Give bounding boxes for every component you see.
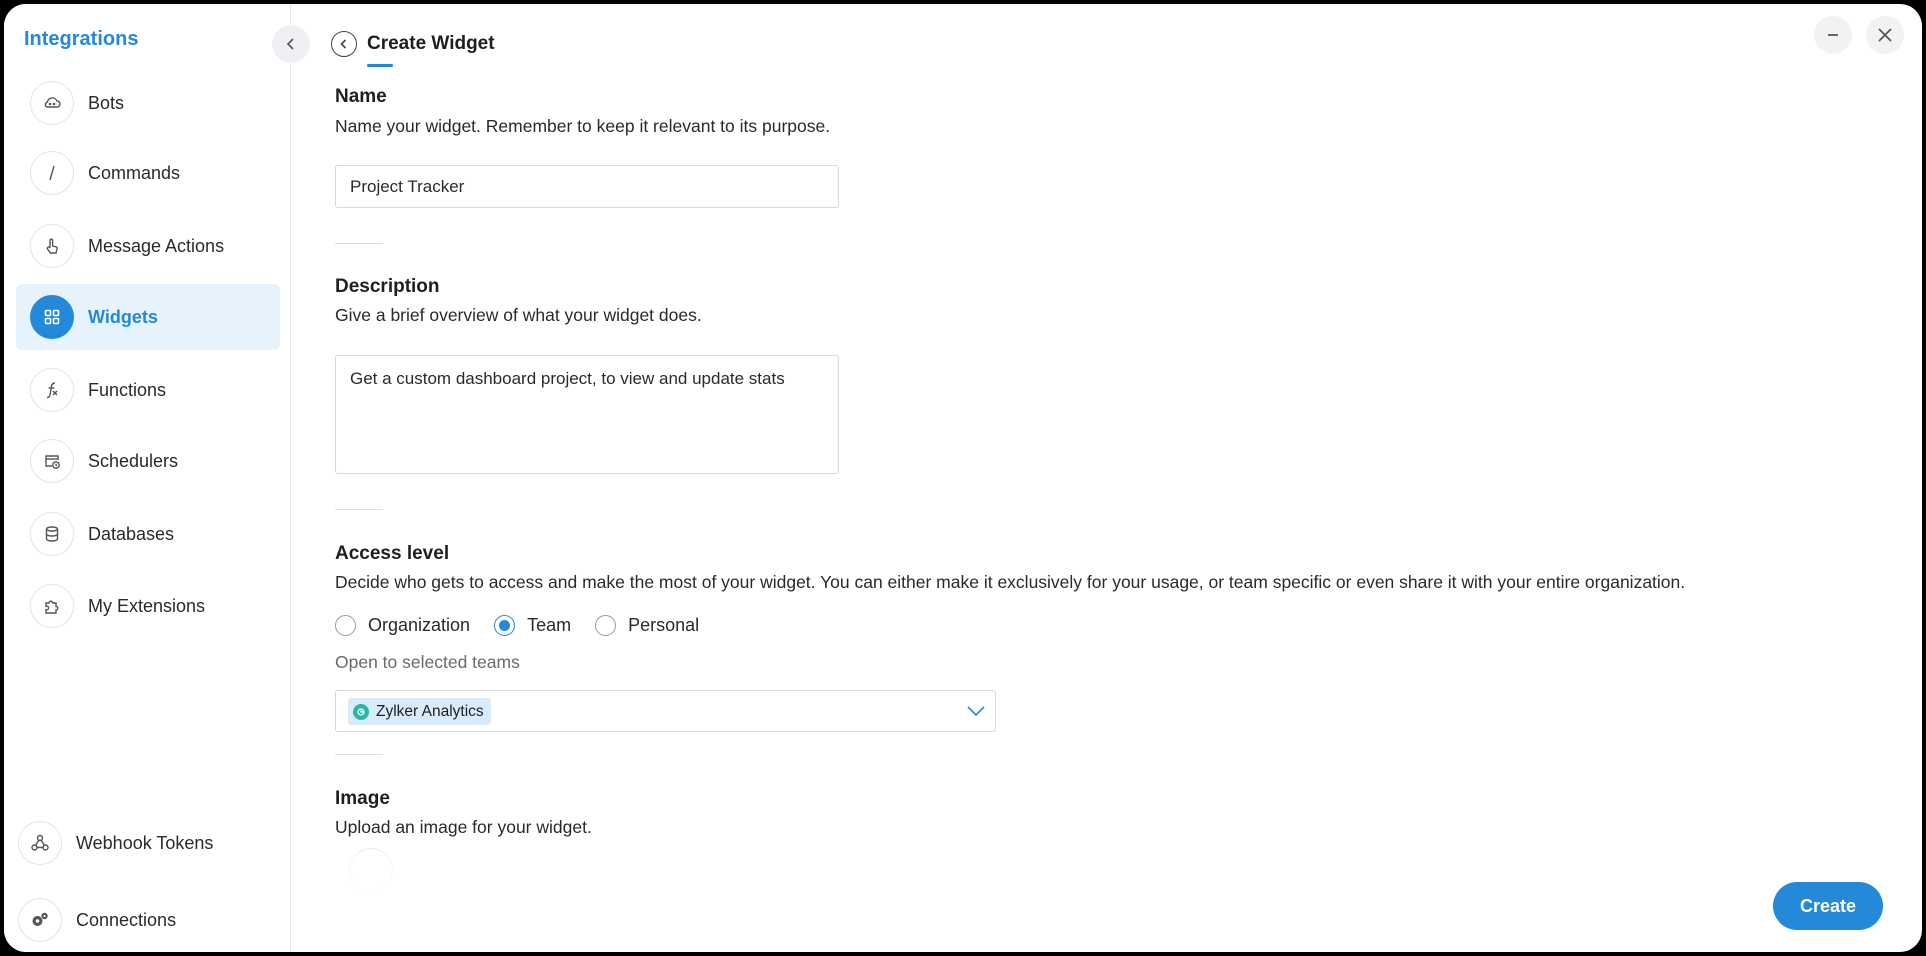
sidebar-item-bots[interactable] [16,70,280,136]
radio-label: Personal [628,615,700,635]
slash-icon [30,151,74,195]
radio-label: Organization [368,615,471,635]
bot-cloud-icon [30,81,74,125]
radio-button[interactable] [595,615,616,636]
radio-label: Team [527,615,572,635]
sidebar-title: Integrations [24,28,139,50]
team-avatar-icon [353,704,369,720]
webhook-icon [18,821,62,865]
sidebar-item-widgets[interactable] [16,284,280,350]
access-section-description: Decide who gets to access and make the most of your widget. You can either make it exclusively for your usage, or team specific or even share it with your entire organization. [335,572,1686,592]
team-chip[interactable] [348,698,491,725]
name-section-description: Name your widget. Remember to keep it relevant to its purpose. [335,116,831,136]
access-section-title: Access level [335,543,450,564]
sidebar-item-connections[interactable] [16,887,280,952]
sidebar-item-functions[interactable] [16,357,280,423]
radio-button[interactable] [494,615,515,636]
sidebar-item-label: Databases [88,523,175,544]
divider [335,509,383,510]
create-button[interactable]: Create [1773,882,1883,930]
sidebar-item-label: Functions [88,379,167,400]
divider [335,754,383,755]
grid-icon [30,295,74,339]
access-option-organization[interactable] [335,615,470,636]
chevron-down-icon [965,702,987,720]
sidebar-item-my-extensions[interactable] [16,573,280,639]
name-section-title: Name [335,86,387,107]
back-button[interactable] [331,31,357,57]
sidebar-item-label: Schedulers [88,450,179,471]
team-select[interactable] [335,690,996,732]
minimize-button[interactable] [1814,16,1852,54]
image-section-description: Upload an image for your widget. [335,817,592,837]
hand-pointer-icon [30,224,74,268]
sidebar-item-message-actions[interactable] [16,213,280,279]
calendar-clock-icon [30,439,74,483]
sidebar-item-label: Message Actions [88,235,225,256]
minus-icon [1825,27,1841,43]
close-button[interactable] [1866,16,1904,54]
sidebar-item-webhook-tokens[interactable] [16,810,280,876]
sidebar [4,4,291,952]
sidebar-item-label: My Extensions [88,595,206,616]
access-radio-group [335,615,723,636]
sidebar-item-label: Commands [88,162,181,183]
scroll-fade [292,852,1692,912]
sidebar-item-label: Connections [76,909,177,930]
sidebar-item-label: Bots [88,92,125,113]
gears-icon [18,898,62,942]
database-icon [30,512,74,556]
access-option-personal[interactable] [595,615,699,636]
description-section-title: Description [335,276,440,297]
page-title: Create Widget [367,33,495,54]
description-section-description: Give a brief overview of what your widget does. [335,305,702,325]
access-option-team[interactable] [494,615,571,636]
sidebar-item-databases[interactable] [16,501,280,567]
chevron-left-icon [338,38,350,50]
team-chip-label: Zylker Analytics [376,702,484,720]
sidebar-item-label: Webhook Tokens [76,832,214,853]
puzzle-icon [30,584,74,628]
function-icon [30,368,74,412]
radio-button[interactable] [335,615,356,636]
close-icon [1876,26,1894,44]
collapse-sidebar-button[interactable] [272,25,310,63]
description-textarea[interactable] [335,355,839,474]
teams-label: Open to selected teams [335,652,520,672]
sidebar-item-schedulers[interactable] [16,428,280,494]
divider [335,243,383,244]
title-underline [367,64,393,67]
name-input[interactable] [335,165,839,208]
app-window [4,4,1922,952]
chevron-left-icon [284,37,298,51]
sidebar-item-label: Widgets [88,306,158,327]
sidebar-item-commands[interactable] [16,140,280,206]
image-section-title: Image [335,788,390,809]
